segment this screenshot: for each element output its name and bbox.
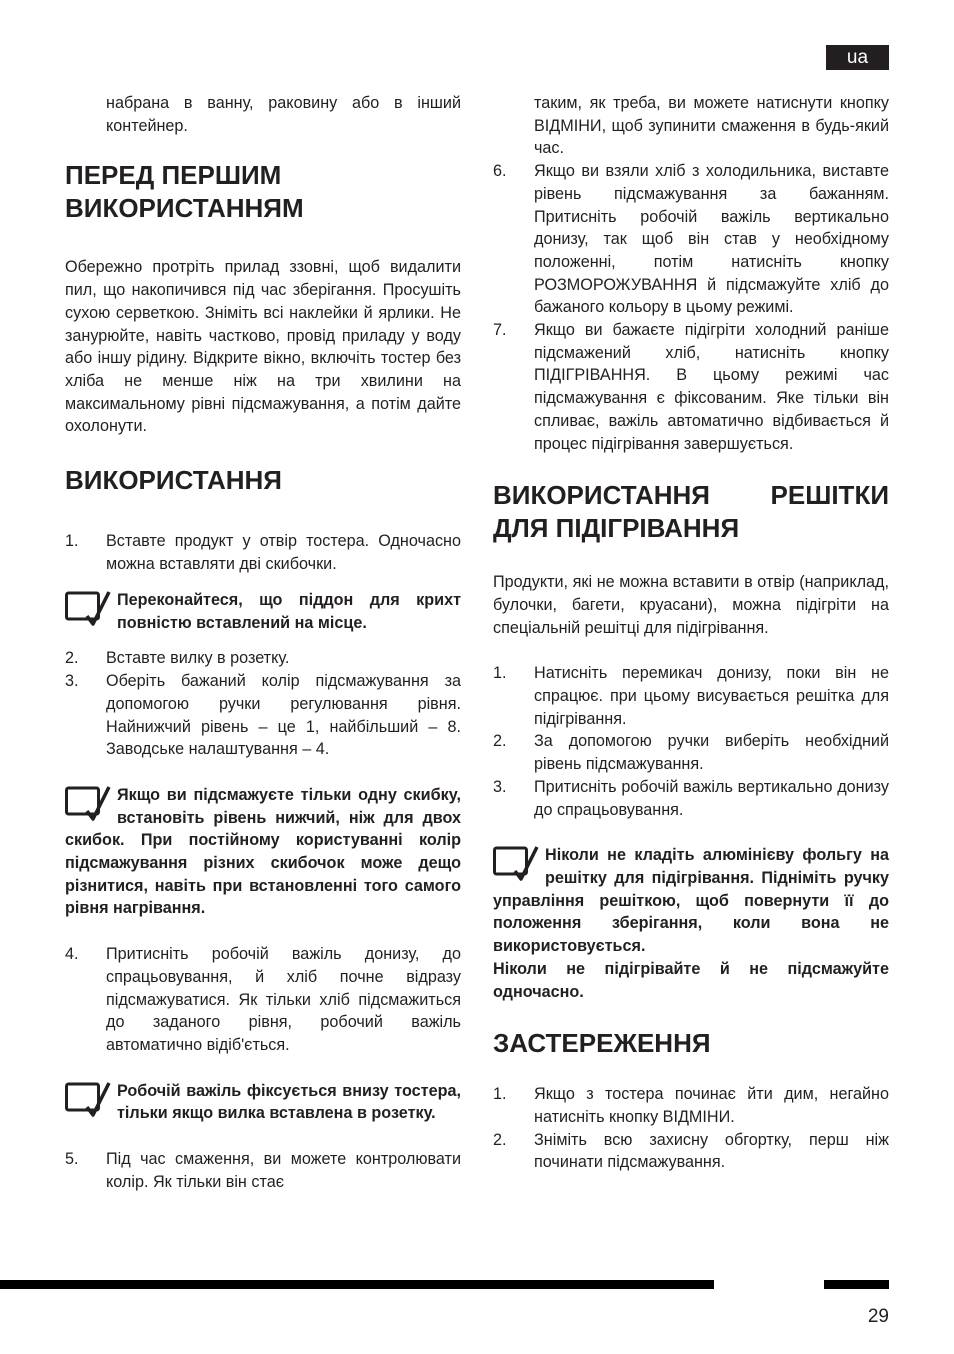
note-check-icon [65, 783, 113, 821]
warnings-heading: ЗАСТЕРЕЖЕННЯ [493, 1028, 711, 1059]
note-check-icon [65, 1079, 113, 1117]
step-number: 2. [65, 649, 79, 668]
step-text: За допомогою ручки виберіть необхідний рівень підсмажування. [534, 732, 889, 774]
note-text: Якщо ви підсмажуєте тільки одну скибку, встановіть рівень нижчий, ніж для двох скибок. При постійному користуванні колір підсмажування різних скибочок може дещо різнитися, навіть при встановленні того самого рівня нагрівання. [65, 785, 461, 918]
rack-step-1 [493, 662, 889, 730]
note-crumb-tray [65, 589, 461, 635]
step-number: 2. [493, 1130, 507, 1149]
step-number: 5. [65, 1150, 79, 1169]
rack-step-3 [493, 776, 889, 821]
step-text: Притисніть робочій важіль донизу, до спрацьовування, й хліб почне відразу підсмажуватися. Як тільки хліб підсмажиться до заданого рівня, робочий важіль автоматично відіб'ється. [106, 945, 461, 1054]
note-text: Робочій важіль фіксується внизу тостера, тільки якщо вилка вставлена в розетку. [117, 1081, 461, 1123]
language-badge: ua [826, 45, 889, 70]
right-column [493, 92, 889, 1174]
step-text: Якщо ви взяли хліб з холодильника, виставте рівень підсмажування за бажанням. Притисніть робочій важіль вертикально донизу, так щоб він став у необхідному положенні, потім натисніть кнопку РОЗМОРОЖУВАННЯ й підсмажуйте хліб до бажаного кольору в цьому режимі. [534, 162, 889, 317]
note-check-icon [493, 843, 541, 881]
step-number: 1. [493, 1085, 507, 1104]
step-text: Вставте продукт у отвір тостера. Одночасно можна вставляти дві скибочки. [106, 532, 461, 573]
step-text: Вставте вилку в розетку. [106, 649, 290, 668]
usage-step-6 [493, 160, 889, 319]
note-text: Ніколи не кладіть алюмінієву фольгу на решітку для підігрівання. Підніміть ручку управління решіткою, щоб повернути її до положення зберігання, коли вона не використовується. [493, 846, 889, 956]
warming-rack-text: Продукти, які не можна вставити в отвір (наприклад, булочки, багети, круасани), можна підігріти на спеціальній решітці для підігрівання. [493, 573, 889, 637]
usage-step-1 [65, 530, 461, 575]
usage-step-2 [65, 647, 461, 670]
note-single-slice [65, 784, 461, 920]
usage-step-5 [65, 1148, 461, 1193]
note-text: Переконайтеся, що піддон для крихт повністю вставлений на місце. [117, 591, 461, 633]
step-number: 3. [65, 672, 79, 691]
step-number: 6. [493, 162, 507, 181]
step-5-continued: таким, як треба, ви можете натиснути кнопку ВІДМІНИ, щоб зупинити смаження в будь-який час. [534, 94, 889, 158]
note-text-2: Ніколи не підігрівайте й не підсмажуйте одночасно. [493, 959, 889, 1001]
step-text: Якщо ви бажаєте підігріти холодний раніше підсмажений хліб, натисніть кнопку ПІДІГРІВАННЯ. В цьому режимі час підсмажування є фіксованим. Яке тільки він спливає, важіль автоматично відбивається й процес підігрівання завершується. [534, 321, 889, 453]
before-first-use-heading: ПЕРЕД ПЕРШИМ ВИКОРИСТАННЯМ [65, 160, 304, 224]
step-number: 3. [493, 777, 507, 796]
step-text: Оберіть бажаний колір підсмажування за допомогою ручки регулювання рівня. Найнижчий рівень – це 1, найбільший – 8. Заводське налаштування – 4. [106, 672, 461, 759]
usage-heading: ВИКОРИСТАННЯ [65, 465, 282, 496]
usage-step-3 [65, 670, 461, 761]
intro-text: набрана в ванну, раковину або в інший контейнер. [106, 94, 461, 135]
page-number: 29 [867, 1306, 889, 1327]
warning-item-1 [493, 1083, 889, 1128]
step-number: 4. [65, 945, 79, 964]
step-number: 2. [493, 732, 507, 751]
usage-step-4 [65, 943, 461, 1057]
step-number: 1. [493, 664, 507, 683]
step-text: Під час смаження, ви можете контролювати колір. Як тільки він стає [106, 1150, 461, 1191]
left-column [65, 92, 461, 1194]
usage-step-7 [493, 319, 889, 455]
note-foil-warning [493, 844, 889, 1003]
warning-item-2 [493, 1129, 889, 1174]
rack-step-2 [493, 730, 889, 775]
step-number: 1. [65, 532, 79, 551]
footer-rule-left [0, 1280, 714, 1289]
step-number: 7. [493, 321, 507, 340]
step-text: Натисніть перемикач донизу, поки він не спрацює. при цьому висувається решітка для підігрівання. [534, 664, 889, 728]
note-lever-lock [65, 1080, 461, 1125]
before-first-use-text: Обережно протріть прилад ззовні, щоб видалити пил, що накопичився під час зберігання. Просушіть сухою серветкою. Зніміть всі наклейки й ярлики. Не занурюйте, навіть частково, провід приладу у воду або іншу рідину. Відкрите вікно, включіть тостер без хліба не менше ніж на три хвилини на максимальному рівні підсмажування, а потім дайте охолонути. [65, 258, 461, 436]
step-text: Якщо з тостера починає йти дим, негайно натисніть кнопку ВІДМІНИ. [534, 1085, 889, 1126]
note-check-icon [65, 588, 113, 626]
step-text: Зніміть всю захисну обгортку, перш ніж починати підсмажування. [534, 1130, 889, 1172]
warming-rack-heading: ВИКОРИСТАННЯ РЕШІТКИ ДЛЯ ПІДІГРІВАННЯ [493, 480, 889, 544]
footer-rule-right [824, 1280, 889, 1289]
step-text: Притисніть робочій важіль вертикально донизу до спрацьовування. [534, 777, 889, 819]
